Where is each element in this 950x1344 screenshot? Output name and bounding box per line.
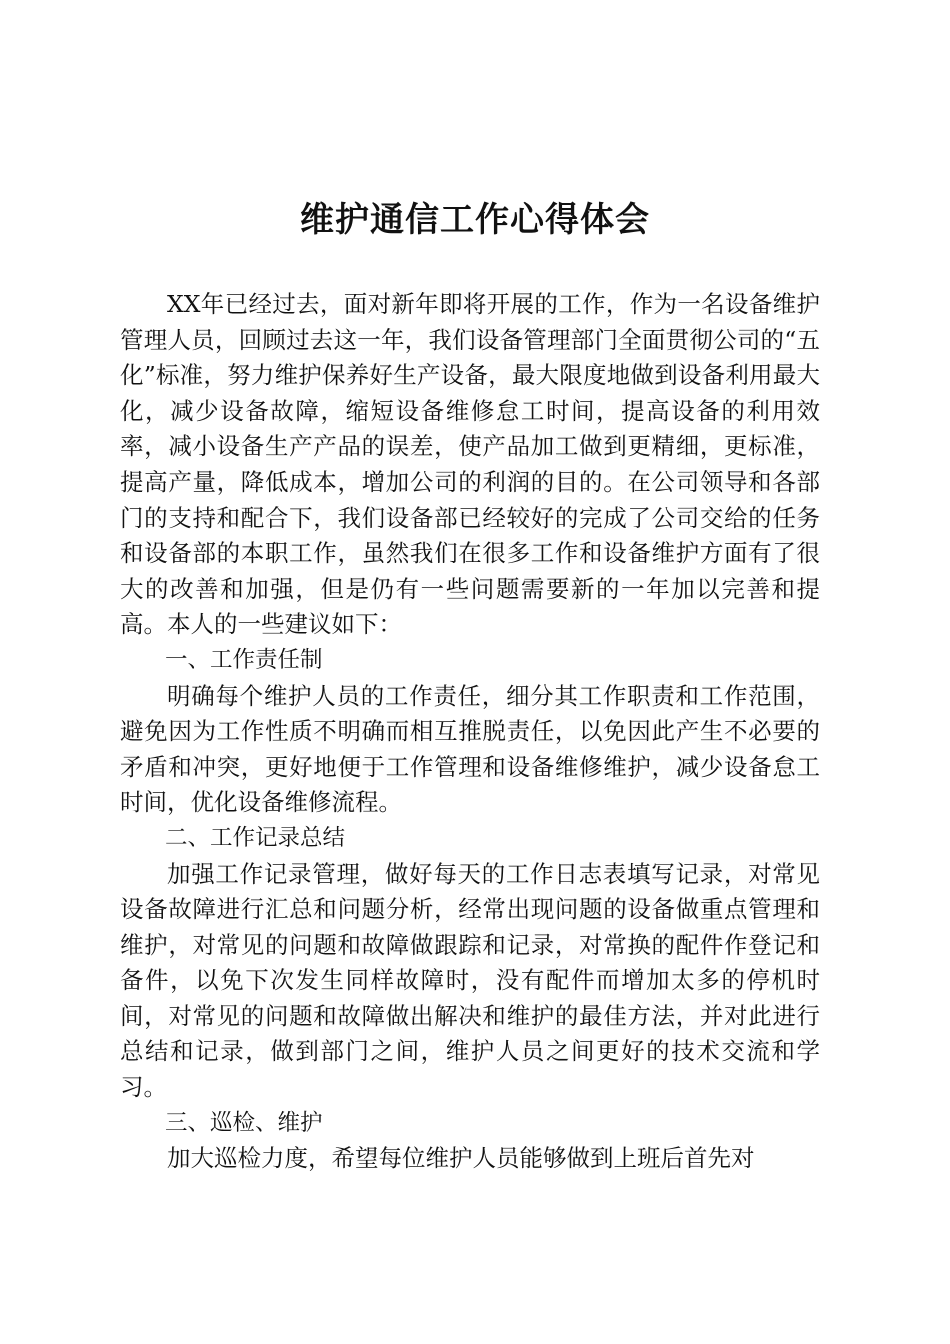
section-paragraph-responsibility: 明确每个维护人员的工作责任，细分其工作职责和工作范围，避免因为工作性质不明确而相互推脱责任，以免因此产生不必要的矛盾和冲突，更好地便于工作管理和设备维修维护，减少设备怠工时间，优化设备维修流程。 — [120, 681, 820, 817]
section-heading-responsibility: 一、工作责任制 — [165, 646, 323, 673]
section-paragraph-records: 加强工作记录管理，做好每天的工作日志表填写记录，对常见设备故障进行汇总和问题分析，经常出现问题的设备做重点管理和维护，对常见的问题和故障做跟踪和记录，对常换的配件作登记和备件，以免下次发生同样故障时，没有配件而增加太多的停机时间，对常见的问题和故障做出解决和维护的最佳方法，并对此进行总结和记录，做到部门之间，维护人员之间更好的技术交流和学习。 — [120, 859, 820, 1102]
section-heading-inspection: 三、巡检、维护 — [165, 1109, 323, 1136]
intro-paragraph: XX年已经过去，面对新年即将开展的工作，作为一名设备维护管理人员，回顾过去这一年，我们设备管理部门全面贯彻公司的“五化”标准，努力维护保养好生产设备，最大限度地做到设备利用最大化，减少设备故障，缩短设备维修怠工时间，提高设备的利用效率，减小设备生产产品的误差，使产品加工做到更精细，更标准，提高产量，降低成本，增加公司的利润的目的。在公司领导和各部门的支持和配合下，我们设备部已经较好的完成了公司交给的任务和设备部的本职工作，虽然我们在很多工作和设备维护方面有了很大的改善和加强，但是仍有一些问题需要新的一年加以完善和提高。本人的一些建议如下： — [120, 290, 820, 639]
section-paragraph-inspection: 加大巡检力度，希望每位维护人员能够做到上班后首先对 — [167, 1144, 755, 1173]
document-title: 维护通信工作心得体会 — [300, 200, 650, 240]
document-body — [120, 287, 820, 1177]
section-heading-records: 二、工作记录总结 — [165, 824, 346, 851]
